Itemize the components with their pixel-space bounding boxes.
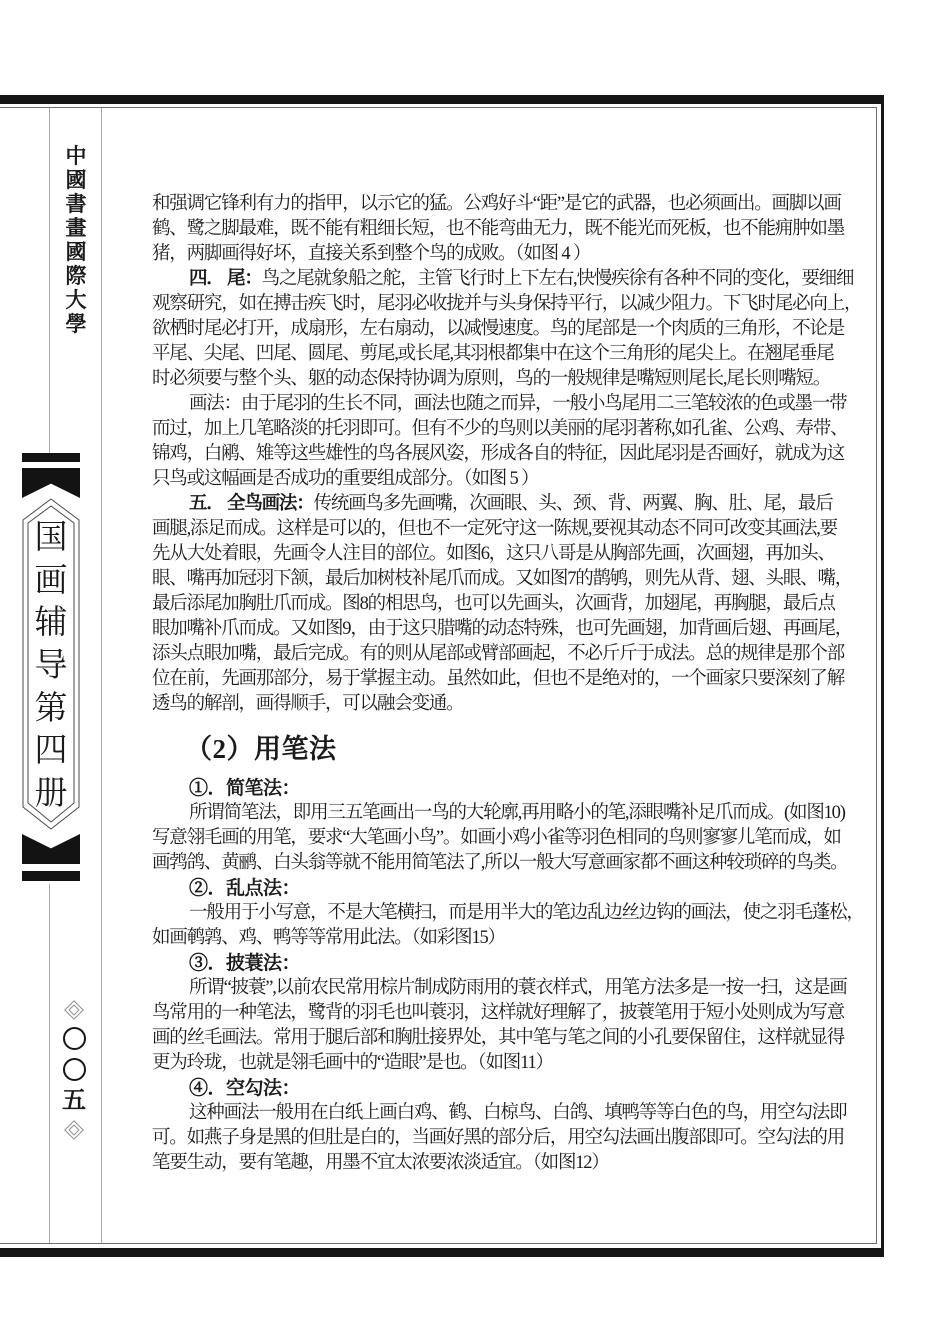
spine-banner bbox=[22, 453, 80, 883]
section-heading: （2）用笔法 bbox=[185, 734, 337, 764]
banner-ribbon-bottom bbox=[22, 834, 80, 864]
subsection-heading: ①．简笔法： bbox=[189, 778, 301, 799]
subsection-heading: ③．披蓑法： bbox=[189, 953, 301, 974]
spine-title-char: 際 bbox=[65, 264, 87, 288]
text-line: 写意翎毛画的用笔，要求“大笔画小鸟”。如画小鸡小雀等羽色相同的鸟则寥寥儿笔而成，如 bbox=[152, 828, 841, 848]
text-line: 观察研究，如在搏击疾飞时，尾羽必收拢并与头身保持平行，以减少阻力。下飞时尾必向上， bbox=[152, 294, 862, 314]
spine-title-char: 大 bbox=[65, 288, 87, 312]
text-line: 一般用于小写意，不是大笔横扫，而是用半大的笔边乱边丝边钩的画法，使之羽毛蓬松， bbox=[189, 903, 864, 923]
folio bbox=[59, 1001, 89, 1139]
text-content bbox=[152, 192, 882, 1176]
text-line: 画鹁鸽、黄鹂、白头翁等就不能用简笔法了,所以一般大写意画家都不画这种较琐碎的鸟类。 bbox=[152, 853, 848, 873]
text-line: 最后添尾加胸肚爪而成。图8的相思鸟，也可以先画头，次画背，加翅尾，再胸腿，最后点 bbox=[152, 594, 835, 614]
spine-title-char: 畫 bbox=[65, 216, 87, 240]
folio-diamond-icon bbox=[64, 1000, 84, 1020]
banner-title-char: 辅 bbox=[34, 605, 68, 642]
text-line: 添头点眼加嘴，最后完成。有的则从尾部或臂部画起，不必斤斤于成法。总的规律是那个部 bbox=[152, 644, 845, 664]
spine-title-char: 國 bbox=[65, 168, 87, 192]
banner-title-char: 四 bbox=[34, 733, 68, 770]
text-line: 位在前，先画那部分，易于掌握主动。虽然如此，但也不是绝对的，一个画家只要深刻了解 bbox=[152, 669, 845, 689]
paragraph bbox=[152, 976, 882, 1076]
text-line: 平尾、尖尾、凹尾、圆尾、剪尾,或长尾,其羽根都集中在这个三角形的尾尖上。在翘尾垂尾 bbox=[152, 344, 834, 364]
spine-title-char: 學 bbox=[65, 312, 87, 336]
text-line: 鹤、鹭之脚最难，既不能有粗细长短，也不能弯曲无力，既不能光而死板，也不能痈肿如墨 bbox=[152, 219, 845, 239]
text-line: 和强调它锋利有力的指甲，以示它的猛。公鸡好斗“距”是它的武器，也必须画出。画脚以画 bbox=[152, 194, 841, 214]
text-line: 眼、嘴再加冠羽下颔，最后加树枝补尾爪而成。又如图7的鹊鸲，则先从背、翅、头眼、嘴， bbox=[152, 569, 853, 589]
text-line: 先从大处着眼，先画令人注目的部位。如图6，这只八哥是从胸部先画，次画翅，再加头、 bbox=[152, 544, 835, 564]
text-line: 这种画法一般用在白纸上画白鸡、鹤、白椋鸟、白鸽、填鸭等等白色的鸟，用空勾法即 bbox=[189, 1103, 847, 1123]
text-line: 而过，加上几笔略淡的托羽即可。但有不少的鸟则以美丽的尾羽著称,如孔雀、公鸡、寿带、 bbox=[152, 419, 848, 439]
paragraph bbox=[152, 801, 882, 876]
banner-title-char: 册 bbox=[34, 775, 68, 812]
text-line: 透鸟的解剖，画得顺手，可以融会变通。 bbox=[152, 694, 464, 714]
subsection-heading: ②．乱点法： bbox=[189, 878, 301, 899]
banner-title-char: 画 bbox=[34, 562, 68, 599]
paragraph bbox=[152, 267, 882, 392]
paragraph bbox=[152, 192, 882, 267]
sidebar-divider-line bbox=[49, 884, 50, 1243]
banner-title bbox=[22, 521, 80, 811]
sidebar-divider-line bbox=[49, 108, 50, 454]
text-line: 如画鹌鹑、鸡、鸭等等常用此法。（如彩图15） bbox=[152, 928, 505, 948]
banner-bottom-bar bbox=[22, 871, 80, 881]
banner-ribbon-top bbox=[22, 468, 80, 498]
paragraph bbox=[152, 392, 882, 492]
spine-title bbox=[55, 146, 97, 334]
paragraph bbox=[152, 492, 882, 717]
banner-title-char: 国 bbox=[34, 520, 68, 556]
sidebar-divider-line bbox=[101, 108, 102, 1243]
text-line: 眼加嘴补爪而成。又如图9，由于这只腊嘴的动态特殊，也可先画翅，加背画后翅、再画尾， bbox=[152, 619, 853, 639]
text-line: 五． 全鸟画法：传统画鸟多先画嘴，次画眼、头、颈、背、两翼、胸、肚、尾，最后 bbox=[189, 494, 833, 514]
text-line: 四． 尾：鸟之尾就象船之舵，主管飞行时上下左右,快慢疾徐有各种不同的变化，要细细 bbox=[189, 269, 854, 289]
spine-title-char: 書 bbox=[65, 192, 87, 216]
paragraph bbox=[152, 901, 882, 951]
subsection-heading: ④．空勾法： bbox=[189, 1078, 301, 1099]
banner-title-char: 导 bbox=[34, 647, 68, 684]
paragraph bbox=[152, 1101, 882, 1176]
folio-zero bbox=[63, 1027, 86, 1050]
text-line: 时必须要与整个头、躯的动态保持协调为原则，鸟的一般规律是嘴短则尾长,尾长则嘴短。 bbox=[152, 369, 831, 389]
folio-zero bbox=[63, 1058, 86, 1081]
text-line: 画腿,添足而成。这样是可以的，但也不一定死守这一陈规,要视其动态不同可改变其画法,要 bbox=[152, 519, 837, 539]
text-line: 笔要生动，要有笔趣，用墨不宜太浓要浓淡适宜。（如图12） bbox=[152, 1153, 609, 1173]
text-line: 可。如燕子身是黑的但肚是白的，当画好黑的部分后，用空勾法画出腹部即可。空勾法的用 bbox=[152, 1128, 845, 1148]
text-line: 欲栖时尾必打开，成扇形，左右扇动，以减慢速度。鸟的尾部是一个肉质的三角形，不论是 bbox=[152, 319, 845, 339]
banner-title-char: 第 bbox=[34, 690, 68, 727]
text-line: 所谓“披蓑”,以前农民常用棕片制成防雨用的蓑衣样式，用笔方法多是一按一扫，这是画 bbox=[189, 978, 847, 998]
banner-top-bar bbox=[22, 453, 80, 462]
text-line: 画的丝毛画法。常用于腿后部和胸肚接界处，其中笔与笔之间的小孔要保留住，这样就显得 bbox=[152, 1028, 845, 1048]
text-line: 锦鸡，白鹇、雉等这些雄性的鸟各展风姿，形成各自的特征，因此尾羽是否画好，就成为这 bbox=[152, 444, 845, 464]
text-line: 所谓简笔法，即用三五笔画出一鸟的大轮廓,再用略小的笔,添眼嘴补足爪而成。(如图10) bbox=[189, 803, 845, 823]
folio-number-char: 五 bbox=[62, 1088, 86, 1114]
text-line: 鸟常用的一种笔法，鹭背的羽毛也叫蓑羽，这样就好理解了，披蓑笔用于短小处则成为写意 bbox=[152, 1003, 845, 1023]
text-line: 猪，两脚画得好坏，直接关系到整个鸟的成败。（如图 4 ） bbox=[152, 244, 591, 264]
text-line: 只鸟或这幅画是否成功的重要组成部分。（如图 5 ） bbox=[152, 469, 539, 489]
folio-diamond-icon bbox=[64, 1120, 84, 1140]
text-line: 更为玲珑，也就是翎毛画中的“造眼”是也。（如图11） bbox=[152, 1053, 553, 1073]
spine-title-char: 中 bbox=[65, 144, 87, 168]
spine-title-char: 國 bbox=[65, 240, 87, 264]
text-line: 画法：由于尾羽的生长不同，画法也随之而异，一般小鸟尾用二三笔较浓的色或墨一带 bbox=[189, 394, 847, 414]
